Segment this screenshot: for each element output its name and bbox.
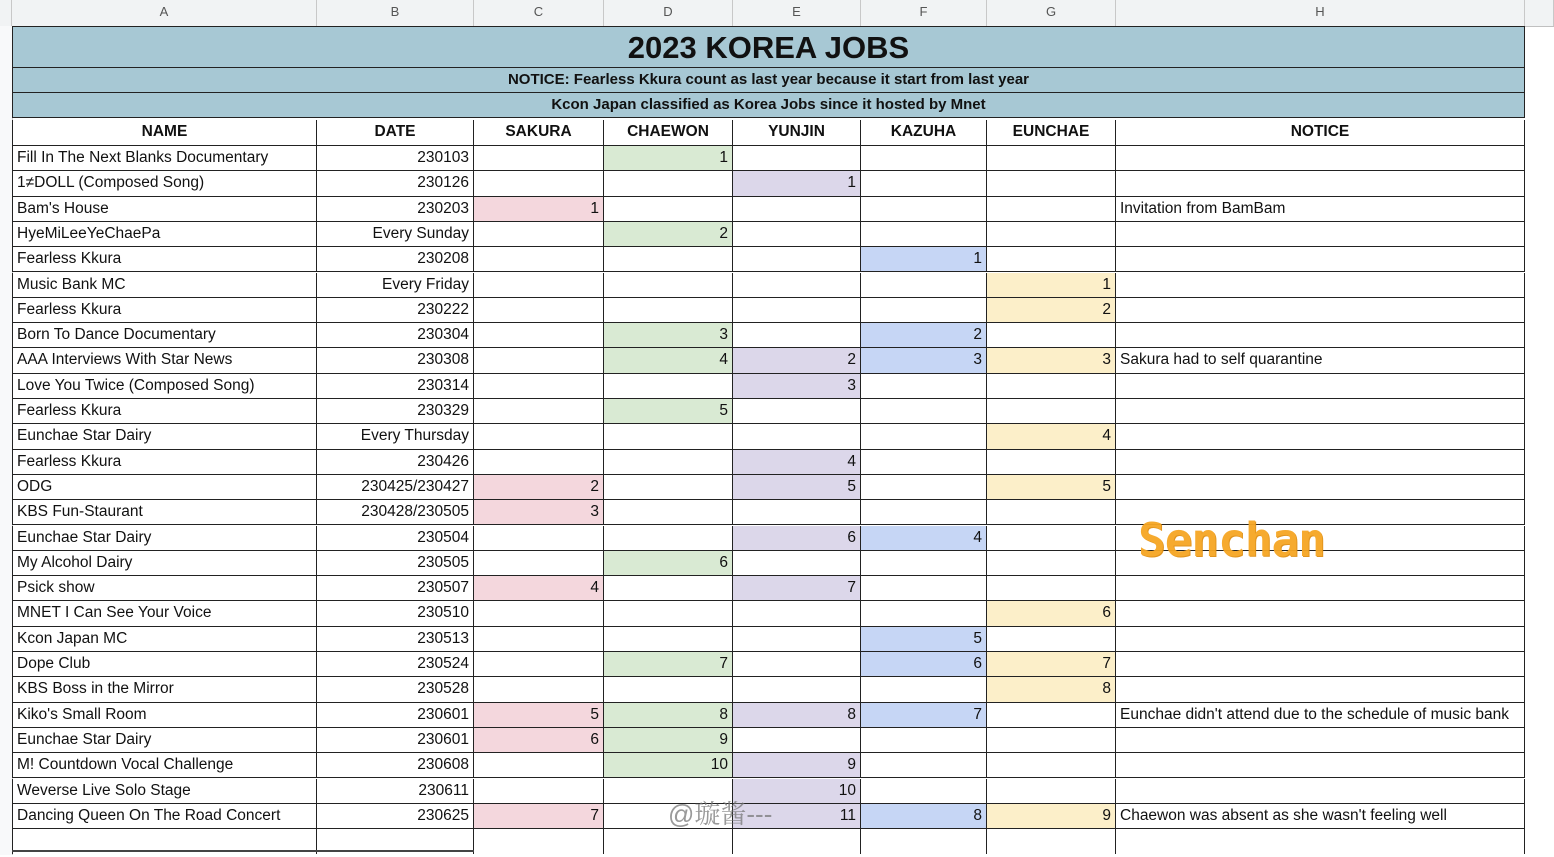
cell-notice[interactable] <box>1116 273 1525 298</box>
cell-sakura[interactable]: 7 <box>474 804 604 829</box>
cell-kazuha[interactable] <box>861 171 987 196</box>
cell-kazuha[interactable] <box>861 576 987 601</box>
cell-kazuha[interactable] <box>861 222 987 247</box>
cell-chaewon[interactable]: 8 <box>604 703 733 728</box>
cell-yunjin[interactable]: 8 <box>733 703 861 728</box>
select-all-corner[interactable] <box>0 0 12 26</box>
cell-yunjin[interactable] <box>733 146 861 171</box>
cell-sakura[interactable]: 3 <box>474 500 604 525</box>
cell-chaewon[interactable] <box>604 171 733 196</box>
cell-eunchae[interactable] <box>987 222 1116 247</box>
cell-kazuha[interactable] <box>861 601 987 626</box>
cell-sakura[interactable]: 5 <box>474 703 604 728</box>
header-sakura[interactable]: SAKURA <box>474 120 604 146</box>
cell-name[interactable]: Dope Club <box>12 652 317 677</box>
cell-name[interactable]: Psick show <box>12 576 317 601</box>
cell-sakura[interactable] <box>474 551 604 576</box>
cell-name[interactable]: AAA Interviews With Star News <box>12 348 317 373</box>
cell-date[interactable]: 230507 <box>317 576 474 601</box>
cell-eunchae[interactable] <box>987 728 1116 753</box>
cell-date[interactable]: 230308 <box>317 348 474 373</box>
cell-notice[interactable] <box>1116 753 1525 778</box>
cell-name[interactable]: Music Bank MC <box>12 273 317 298</box>
cell-eunchae[interactable] <box>987 171 1116 196</box>
cell-chaewon[interactable]: 1 <box>604 146 733 171</box>
cell-chaewon[interactable]: 7 <box>604 652 733 677</box>
cell-date[interactable]: 230425/230427 <box>317 475 474 500</box>
cell-notice[interactable] <box>1116 298 1525 323</box>
column-header-h[interactable]: H <box>1116 0 1525 26</box>
cell-kazuha[interactable] <box>861 424 987 449</box>
column-header-b[interactable]: B <box>317 0 474 26</box>
cell-eunchae[interactable]: 6 <box>987 601 1116 626</box>
cell-sakura[interactable] <box>474 526 604 551</box>
cell-sakura[interactable] <box>474 273 604 298</box>
cell-name[interactable]: KBS Boss in the Mirror <box>12 677 317 702</box>
cell-chaewon[interactable]: 4 <box>604 348 733 373</box>
cell-date[interactable]: 230524 <box>317 652 474 677</box>
cell-name[interactable]: Fearless Kkura <box>12 247 317 272</box>
cell-eunchae[interactable]: 3 <box>987 348 1116 373</box>
sheet-title[interactable]: 2023 KOREA JOBS <box>12 26 1525 68</box>
cell-notice[interactable] <box>1116 677 1525 702</box>
cell-eunchae[interactable]: 5 <box>987 475 1116 500</box>
cell-date[interactable]: 230304 <box>317 323 474 348</box>
cell-name[interactable]: Kcon Japan MC <box>12 627 317 652</box>
bottom-border <box>12 850 474 857</box>
cell-notice[interactable] <box>1116 450 1525 475</box>
cell-date[interactable]: 230611 <box>317 779 474 804</box>
cell-date[interactable]: 230426 <box>317 450 474 475</box>
cell-sakura[interactable] <box>474 374 604 399</box>
cell-yunjin[interactable] <box>733 273 861 298</box>
cell-yunjin[interactable]: 11 <box>733 804 861 829</box>
cell-sakura[interactable] <box>474 601 604 626</box>
cell-date[interactable]: 230601 <box>317 728 474 753</box>
cell-eunchae[interactable] <box>987 703 1116 728</box>
cell-eunchae[interactable] <box>987 753 1116 778</box>
cell-sakura[interactable] <box>474 424 604 449</box>
cell-eunchae[interactable] <box>987 399 1116 424</box>
cell-eunchae[interactable] <box>987 146 1116 171</box>
cell-date[interactable]: 230222 <box>317 298 474 323</box>
header-name[interactable]: NAME <box>12 120 317 146</box>
cell-sakura[interactable] <box>474 677 604 702</box>
cell-yunjin[interactable]: 3 <box>733 374 861 399</box>
cell-yunjin[interactable]: 2 <box>733 348 861 373</box>
cell-date[interactable]: 230504 <box>317 526 474 551</box>
cell-eunchae[interactable] <box>987 576 1116 601</box>
cell-date[interactable]: 230513 <box>317 627 474 652</box>
cell-yunjin[interactable]: 1 <box>733 171 861 196</box>
cell-name[interactable]: Eunchae Star Dairy <box>12 526 317 551</box>
cell-yunjin[interactable] <box>733 627 861 652</box>
cell-sakura[interactable]: 1 <box>474 197 604 222</box>
cell-date[interactable]: 230608 <box>317 753 474 778</box>
cell-eunchae[interactable]: 9 <box>987 804 1116 829</box>
cell-name[interactable]: Eunchae Star Dairy <box>12 424 317 449</box>
column-header-e[interactable]: E <box>733 0 861 26</box>
cell-name[interactable]: M! Countdown Vocal Challenge <box>12 753 317 778</box>
cell-kazuha[interactable] <box>861 399 987 424</box>
cell-chaewon[interactable]: 10 <box>604 753 733 778</box>
cell-eunchae[interactable] <box>987 197 1116 222</box>
cell-kazuha[interactable] <box>861 475 987 500</box>
empty-cell[interactable] <box>733 829 861 854</box>
cell-yunjin[interactable] <box>733 323 861 348</box>
cell-eunchae[interactable] <box>987 627 1116 652</box>
cell-notice[interactable] <box>1116 576 1525 601</box>
cell-kazuha[interactable] <box>861 273 987 298</box>
cell-kazuha[interactable] <box>861 146 987 171</box>
cell-kazuha[interactable] <box>861 753 987 778</box>
cell-yunjin[interactable]: 4 <box>733 450 861 475</box>
cell-date[interactable]: Every Thursday <box>317 424 474 449</box>
cell-date[interactable]: 230428/230505 <box>317 500 474 525</box>
header-eunchae[interactable]: EUNCHAE <box>987 120 1116 146</box>
cell-sakura[interactable] <box>474 171 604 196</box>
cell-yunjin[interactable]: 5 <box>733 475 861 500</box>
cell-yunjin[interactable] <box>733 652 861 677</box>
cell-yunjin[interactable]: 6 <box>733 526 861 551</box>
cell-date[interactable]: 230126 <box>317 171 474 196</box>
cell-name[interactable]: My Alcohol Dairy <box>12 551 317 576</box>
cell-eunchae[interactable] <box>987 450 1116 475</box>
cell-notice[interactable] <box>1116 222 1525 247</box>
cell-notice[interactable] <box>1116 146 1525 171</box>
column-header-bar <box>0 0 1554 27</box>
cell-yunjin[interactable] <box>733 551 861 576</box>
cell-kazuha[interactable] <box>861 298 987 323</box>
cell-name[interactable]: MNET I Can See Your Voice <box>12 601 317 626</box>
cell-yunjin[interactable] <box>733 399 861 424</box>
cell-notice[interactable]: Chaewon was absent as she wasn't feeling well <box>1116 804 1525 829</box>
cell-name[interactable]: Love You Twice (Composed Song) <box>12 374 317 399</box>
cell-name[interactable]: Fearless Kkura <box>12 399 317 424</box>
cell-name[interactable]: HyeMiLeeYeChaePa <box>12 222 317 247</box>
column-header-g[interactable]: G <box>987 0 1116 26</box>
cell-chaewon[interactable] <box>604 197 733 222</box>
cell-chaewon[interactable]: 9 <box>604 728 733 753</box>
cell-sakura[interactable] <box>474 399 604 424</box>
cell-chaewon[interactable] <box>604 576 733 601</box>
cell-kazuha[interactable]: 8 <box>861 804 987 829</box>
cell-chaewon[interactable] <box>604 247 733 272</box>
cell-kazuha[interactable]: 4 <box>861 526 987 551</box>
cell-yunjin[interactable] <box>733 424 861 449</box>
header-notice[interactable]: NOTICE <box>1116 120 1525 146</box>
cell-yunjin[interactable] <box>733 247 861 272</box>
cell-date[interactable]: 230505 <box>317 551 474 576</box>
column-header-d[interactable]: D <box>604 0 733 26</box>
cell-chaewon[interactable] <box>604 298 733 323</box>
cell-name[interactable]: Kiko's Small Room <box>12 703 317 728</box>
cell-chaewon[interactable]: 6 <box>604 551 733 576</box>
cell-date[interactable]: 230601 <box>317 703 474 728</box>
cell-date[interactable]: 230625 <box>317 804 474 829</box>
cell-kazuha[interactable] <box>861 779 987 804</box>
cell-eunchae[interactable]: 2 <box>987 298 1116 323</box>
cell-chaewon[interactable]: 3 <box>604 323 733 348</box>
cell-notice[interactable]: Invitation from BamBam <box>1116 197 1525 222</box>
cell-chaewon[interactable] <box>604 424 733 449</box>
cell-date[interactable]: 230528 <box>317 677 474 702</box>
cell-sakura[interactable]: 6 <box>474 728 604 753</box>
cell-eunchae[interactable] <box>987 500 1116 525</box>
cell-notice[interactable]: Sakura had to self quarantine <box>1116 348 1525 373</box>
column-header-extra[interactable] <box>1525 0 1554 26</box>
cell-kazuha[interactable] <box>861 500 987 525</box>
cell-kazuha[interactable] <box>861 677 987 702</box>
cell-notice[interactable] <box>1116 779 1525 804</box>
cell-yunjin[interactable] <box>733 728 861 753</box>
weibo-watermark: @璇酱--- <box>668 799 773 829</box>
cell-kazuha[interactable]: 7 <box>861 703 987 728</box>
cell-sakura[interactable] <box>474 450 604 475</box>
cell-yunjin[interactable] <box>733 197 861 222</box>
cell-sakura[interactable] <box>474 627 604 652</box>
header-chaewon[interactable]: CHAEWON <box>604 120 733 146</box>
cell-notice[interactable] <box>1116 627 1525 652</box>
cell-date[interactable]: 230208 <box>317 247 474 272</box>
cell-eunchae[interactable]: 7 <box>987 652 1116 677</box>
cell-notice[interactable] <box>1116 323 1525 348</box>
cell-date[interactable]: 230510 <box>317 601 474 626</box>
cell-kazuha[interactable] <box>861 374 987 399</box>
cell-kazuha[interactable] <box>861 197 987 222</box>
cell-eunchae[interactable]: 8 <box>987 677 1116 702</box>
cell-sakura[interactable] <box>474 298 604 323</box>
cell-eunchae[interactable] <box>987 526 1116 551</box>
column-header-a[interactable]: A <box>12 0 317 26</box>
cell-chaewon[interactable] <box>604 475 733 500</box>
cell-eunchae[interactable] <box>987 779 1116 804</box>
cell-name[interactable]: Weverse Live Solo Stage <box>12 779 317 804</box>
cell-sakura[interactable]: 4 <box>474 576 604 601</box>
cell-name[interactable]: Fill In The Next Blanks Documentary <box>12 146 317 171</box>
cell-sakura[interactable]: 2 <box>474 475 604 500</box>
cell-chaewon[interactable] <box>604 677 733 702</box>
cell-eunchae[interactable] <box>987 551 1116 576</box>
cell-chaewon[interactable]: 5 <box>604 399 733 424</box>
cell-chaewon[interactable] <box>604 627 733 652</box>
cell-chaewon[interactable] <box>604 374 733 399</box>
cell-date[interactable]: 230203 <box>317 197 474 222</box>
cell-name[interactable]: Eunchae Star Dairy <box>12 728 317 753</box>
cell-notice[interactable] <box>1116 424 1525 449</box>
cell-date[interactable]: Every Friday <box>317 273 474 298</box>
header-yunjin[interactable]: YUNJIN <box>733 120 861 146</box>
cell-notice[interactable] <box>1116 399 1525 424</box>
cell-kazuha[interactable] <box>861 551 987 576</box>
cell-kazuha[interactable] <box>861 450 987 475</box>
cell-eunchae[interactable] <box>987 374 1116 399</box>
cell-chaewon[interactable] <box>604 273 733 298</box>
cell-yunjin[interactable] <box>733 677 861 702</box>
header-date[interactable]: DATE <box>317 120 474 146</box>
cell-kazuha[interactable] <box>861 728 987 753</box>
cell-chaewon[interactable] <box>604 500 733 525</box>
cell-sakura[interactable] <box>474 779 604 804</box>
cell-chaewon[interactable] <box>604 526 733 551</box>
cell-kazuha[interactable]: 2 <box>861 323 987 348</box>
cell-name[interactable]: Dancing Queen On The Road Concert <box>12 804 317 829</box>
cell-date[interactable]: 230314 <box>317 374 474 399</box>
cell-yunjin[interactable] <box>733 298 861 323</box>
cell-notice[interactable] <box>1116 247 1525 272</box>
cell-date[interactable]: Every Sunday <box>317 222 474 247</box>
cell-notice[interactable] <box>1116 652 1525 677</box>
empty-cell[interactable] <box>861 829 987 854</box>
cell-eunchae[interactable]: 1 <box>987 273 1116 298</box>
cell-name[interactable]: Bam's House <box>12 197 317 222</box>
cell-notice[interactable] <box>1116 601 1525 626</box>
cell-date[interactable]: 230103 <box>317 146 474 171</box>
cell-notice[interactable] <box>1116 374 1525 399</box>
cell-notice[interactable] <box>1116 728 1525 753</box>
cell-name[interactable]: KBS Fun-Staurant <box>12 500 317 525</box>
cell-kazuha[interactable]: 5 <box>861 627 987 652</box>
cell-sakura[interactable] <box>474 652 604 677</box>
header-kazuha[interactable]: KAZUHA <box>861 120 987 146</box>
cell-date[interactable]: 230329 <box>317 399 474 424</box>
cell-eunchae[interactable]: 4 <box>987 424 1116 449</box>
empty-cell[interactable] <box>987 829 1116 854</box>
cell-chaewon[interactable] <box>604 601 733 626</box>
empty-cell[interactable] <box>604 829 733 854</box>
cell-yunjin[interactable]: 9 <box>733 753 861 778</box>
cell-kazuha[interactable]: 1 <box>861 247 987 272</box>
cell-sakura[interactable] <box>474 753 604 778</box>
cell-yunjin[interactable] <box>733 222 861 247</box>
column-header-f[interactable]: F <box>861 0 987 26</box>
cell-kazuha[interactable]: 3 <box>861 348 987 373</box>
empty-cell[interactable] <box>474 829 604 854</box>
cell-chaewon[interactable]: 2 <box>604 222 733 247</box>
cell-notice[interactable] <box>1116 475 1525 500</box>
cell-yunjin[interactable]: 10 <box>733 779 861 804</box>
cell-sakura[interactable] <box>474 146 604 171</box>
cell-yunjin[interactable] <box>733 500 861 525</box>
cell-name[interactable]: Fearless Kkura <box>12 450 317 475</box>
cell-sakura[interactable] <box>474 247 604 272</box>
cell-chaewon[interactable] <box>604 450 733 475</box>
cell-sakura[interactable] <box>474 323 604 348</box>
notice-row-2[interactable]: Kcon Japan classified as Korea Jobs since it hosted by Mnet <box>12 93 1525 118</box>
cell-name[interactable]: 1≠DOLL (Composed Song) <box>12 171 317 196</box>
cell-name[interactable]: ODG <box>12 475 317 500</box>
cell-sakura[interactable] <box>474 348 604 373</box>
cell-yunjin[interactable] <box>733 601 861 626</box>
empty-cell[interactable] <box>1116 829 1525 854</box>
cell-yunjin[interactable]: 7 <box>733 576 861 601</box>
notice-row-1[interactable]: NOTICE: Fearless Kkura count as last year because it start from last year <box>12 68 1525 93</box>
cell-notice[interactable] <box>1116 171 1525 196</box>
cell-name[interactable]: Fearless Kkura <box>12 298 317 323</box>
cell-kazuha[interactable]: 6 <box>861 652 987 677</box>
cell-eunchae[interactable] <box>987 247 1116 272</box>
cell-eunchae[interactable] <box>987 323 1116 348</box>
cell-name[interactable]: Born To Dance Documentary <box>12 323 317 348</box>
cell-notice[interactable]: Eunchae didn't attend due to the schedule of music bank <box>1116 703 1525 728</box>
cell-sakura[interactable] <box>474 222 604 247</box>
senchan-watermark: Senchan <box>1138 513 1325 567</box>
column-header-c[interactable]: C <box>474 0 604 26</box>
